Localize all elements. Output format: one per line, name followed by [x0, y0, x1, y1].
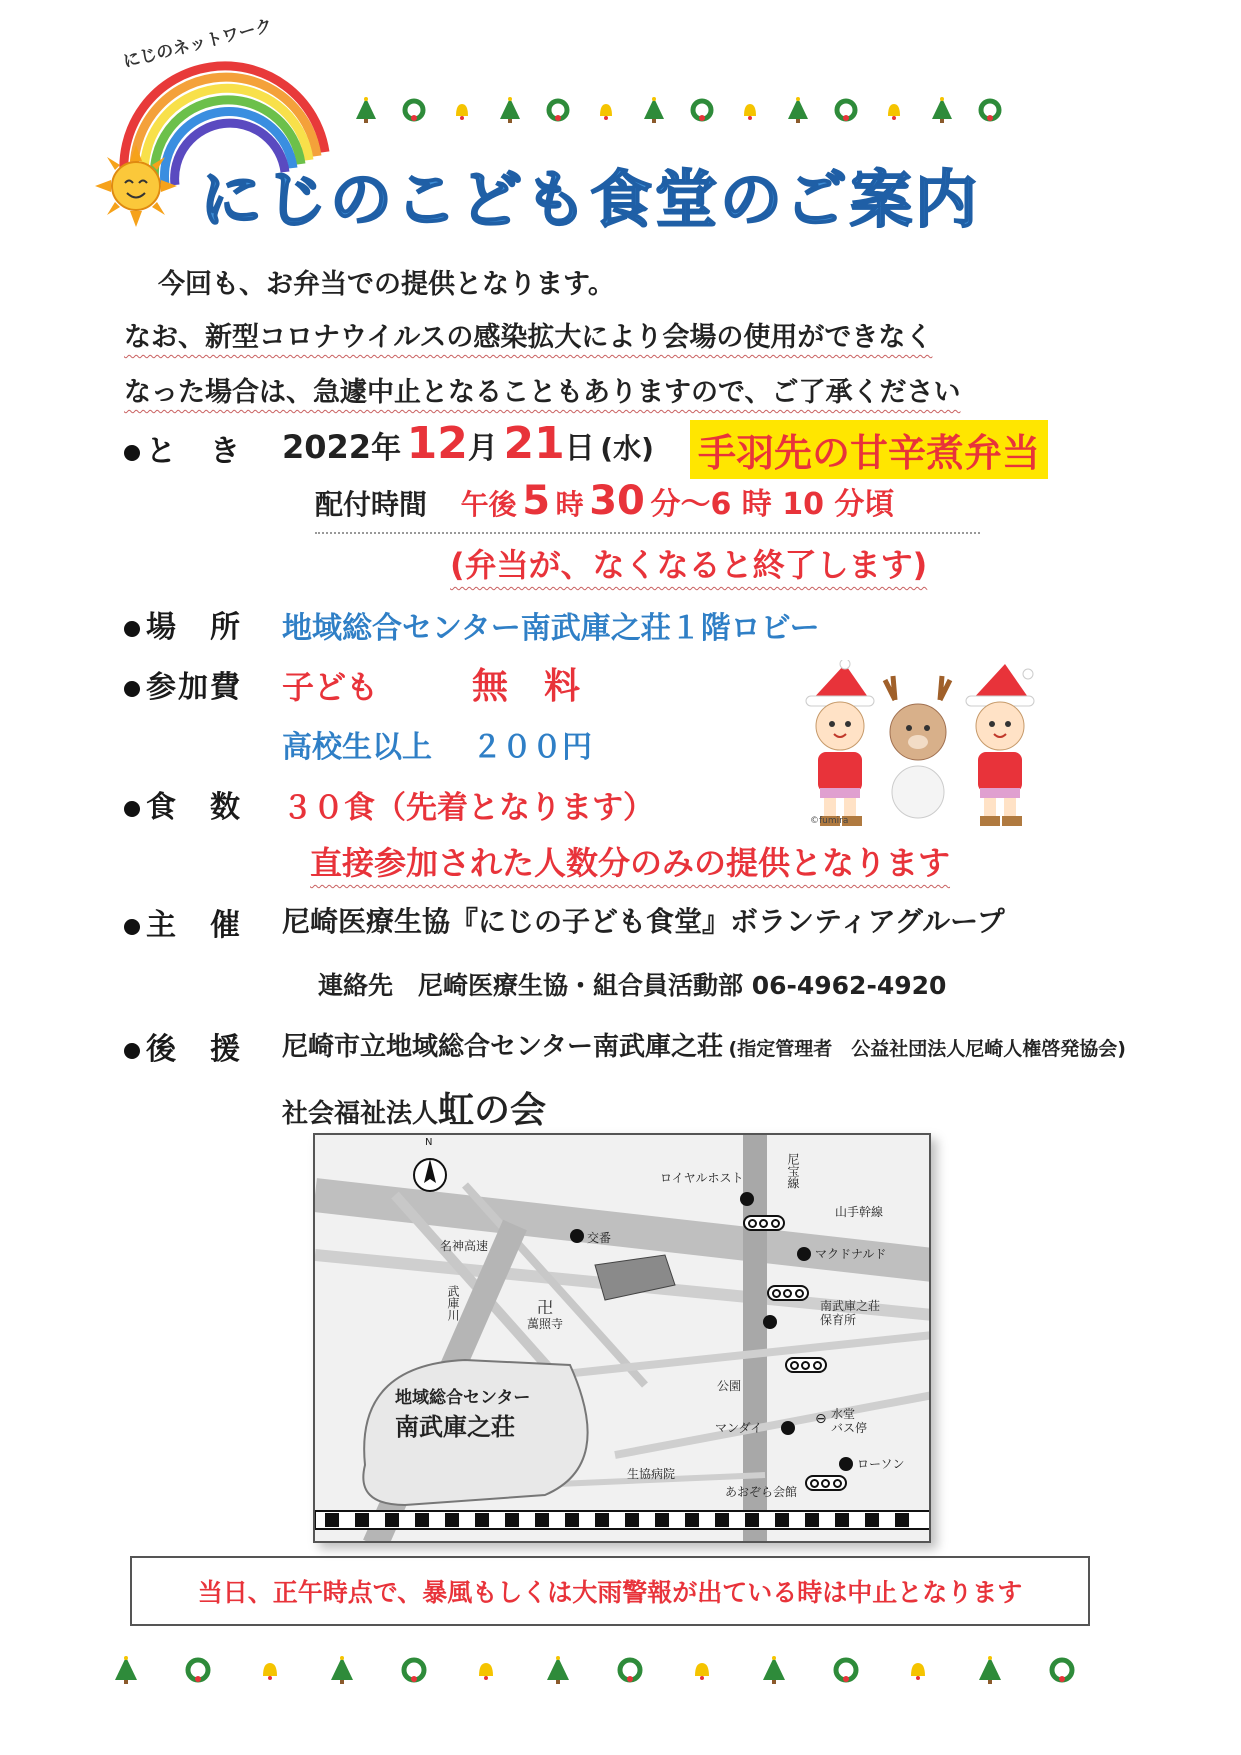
- bullet-icon: [124, 621, 140, 637]
- support-label: 後 援: [146, 1032, 242, 1067]
- lunch-ends-note: (弁当が、なくなると終了します): [450, 546, 928, 584]
- map-koban: 交番: [587, 1231, 612, 1245]
- date-day-unit: 日: [564, 431, 595, 466]
- bell-icon: [904, 1656, 932, 1684]
- date-day: 21: [503, 418, 565, 469]
- christmas-tree-icon: [928, 96, 956, 124]
- date-year-unit: 年: [371, 431, 402, 466]
- map-north-label: N: [425, 1137, 433, 1148]
- date-year: 2022: [282, 428, 372, 466]
- map-bus-stop-icon: ⊖: [815, 1411, 827, 1427]
- map-meishin: 名神高速: [440, 1239, 489, 1253]
- map-marker-mcdonalds: [797, 1247, 811, 1261]
- illustration-credit: ©fumira: [810, 816, 849, 826]
- support-org1: 尼崎市立地域総合センター南武庫之荘: [282, 1032, 723, 1062]
- map-mandai: マンダイ: [715, 1421, 763, 1435]
- map-nursery: 南武庫之荘 保育所: [820, 1299, 881, 1327]
- map-marker-nursery: [763, 1315, 777, 1329]
- bell-icon: [736, 96, 764, 124]
- distribution-divider: [315, 532, 980, 534]
- support-org1-manager: (指定管理者 公益社団法人尼崎人権啓発協会): [728, 1038, 1126, 1060]
- bottom-decoration-row: [112, 1656, 1076, 1684]
- meals-value: ３０食（先着となります）: [282, 790, 654, 826]
- support-value: [282, 1026, 1126, 1063]
- sun-icon: [95, 145, 177, 227]
- bell-icon: [448, 96, 476, 124]
- bullet-icon: [124, 919, 140, 935]
- map-traffic-signal: [743, 1215, 785, 1231]
- bullet-icon: [124, 801, 140, 817]
- map-yamate: 山手幹線: [835, 1205, 884, 1219]
- access-map: [313, 1133, 931, 1543]
- bullet-icon: [124, 445, 140, 461]
- christmas-tree-icon: [784, 96, 812, 124]
- date-month: 12: [406, 418, 468, 469]
- place-value: 地域総合センター南武庫之荘１階ロビー: [282, 611, 820, 646]
- bell-icon: [592, 96, 620, 124]
- wreath-icon: [1048, 1656, 1076, 1684]
- wreath-icon: [688, 96, 716, 124]
- map-center-line2: 南武庫之荘: [395, 1413, 515, 1441]
- bell-icon: [472, 1656, 500, 1684]
- wreath-icon: [832, 1656, 860, 1684]
- wreath-icon: [616, 1656, 644, 1684]
- christmas-tree-icon: [496, 96, 524, 124]
- map-amabo-line: 尼宝線: [786, 1153, 800, 1189]
- map-mukogawa: 武庫川: [446, 1285, 460, 1321]
- distribution-time-row: [315, 478, 894, 524]
- wreath-icon: [832, 96, 860, 124]
- wreath-icon: [976, 96, 1004, 124]
- christmas-tree-icon: [640, 96, 668, 124]
- map-traffic-signal: [785, 1357, 827, 1373]
- host-label: 主 催: [146, 908, 242, 943]
- fee-adult-label: 高校生以上: [282, 730, 432, 765]
- fee-child-label: 子ども: [282, 668, 379, 706]
- map-marker-koban: [570, 1229, 584, 1243]
- christmas-tree-icon: [976, 1656, 1004, 1684]
- meals-note: 直接参加された人数分のみの提供となります: [310, 844, 951, 882]
- host-contact: 連絡先 尼崎医療生協・組合員活動部 06-4962-4920: [318, 971, 947, 1000]
- date-month-unit: 月: [467, 431, 498, 466]
- map-center-line1: 地域総合センター: [395, 1388, 531, 1408]
- distribution-label: 配付時間: [315, 488, 428, 521]
- bell-icon: [880, 96, 908, 124]
- map-manji-icon: 卍: [537, 1298, 554, 1317]
- page-title: にじのこども食堂のご案内: [200, 163, 981, 236]
- place-label: 場 所: [146, 610, 242, 645]
- menu-highlight: 手羽先の甘辛煮弁当: [690, 420, 1048, 479]
- meals-label: 食 数: [146, 790, 242, 825]
- fee-label: 参加費: [146, 670, 242, 705]
- map-park: 公園: [717, 1379, 742, 1393]
- christmas-tree-icon: [112, 1656, 140, 1684]
- bell-icon: [256, 1656, 284, 1684]
- support-org2-prefix: 社会福祉法人: [282, 1099, 439, 1129]
- christmas-tree-icon: [328, 1656, 356, 1684]
- date-row: [282, 418, 654, 469]
- christmas-tree-icon: [760, 1656, 788, 1684]
- host-value: 尼崎医療生協『にじの子ども食堂』ボランティアグループ: [282, 905, 1005, 938]
- fee-child-value: 無 料: [472, 666, 581, 707]
- intro-line-3: なった場合は、急遽中止となることもありますので、ご了承ください: [124, 377, 961, 408]
- distribution-time-e: 分～6 時 10 分頃: [650, 487, 895, 522]
- christmas-tree-icon: [352, 96, 380, 124]
- map-marker-mandai: [781, 1421, 795, 1435]
- map-hospital: 生協病院: [627, 1467, 676, 1481]
- fee-label-row: [124, 662, 242, 706]
- wreath-icon: [400, 96, 428, 124]
- support-label-row: [124, 1024, 242, 1068]
- date-weekday: (水): [600, 432, 654, 465]
- network-label: にじのネットワーク: [121, 15, 275, 73]
- fee-adult-value: ２００円: [472, 730, 592, 765]
- distribution-time-a: 午後: [460, 488, 517, 521]
- distribution-time-d: 30: [589, 478, 645, 524]
- support-org2: [282, 1082, 546, 1133]
- bullet-icon: [124, 681, 140, 697]
- wreath-icon: [544, 96, 572, 124]
- map-temple: 萬照寺: [527, 1317, 564, 1331]
- when-label: と き: [146, 434, 242, 469]
- map-marker-lawson: [839, 1457, 853, 1471]
- map-traffic-signal: [805, 1475, 847, 1491]
- map-marker-royal-host: [740, 1192, 754, 1206]
- support-org2-name: 虹の会: [438, 1089, 547, 1131]
- top-decoration-row: [352, 96, 1004, 124]
- map-bus-stop: 水堂 バス停: [831, 1407, 868, 1435]
- distribution-time-b: 5: [522, 478, 551, 524]
- host-label-row: [124, 900, 242, 944]
- map-traffic-signal: [767, 1285, 809, 1301]
- map-aozora: あおぞら会館: [725, 1485, 798, 1499]
- wreath-icon: [400, 1656, 428, 1684]
- place-label-row: [124, 602, 242, 646]
- bullet-icon: [124, 1043, 140, 1059]
- christmas-kids-illustration: [790, 660, 1060, 830]
- meals-label-row: [124, 782, 242, 826]
- when-label-row: [124, 426, 242, 470]
- map-royal-host: ロイヤルホスト: [660, 1171, 744, 1185]
- distribution-time-c: 時: [555, 488, 584, 521]
- weather-notice: 当日、正午時点で、暴風もしくは大雨警報が出ている時は中止となります: [197, 1578, 1023, 1607]
- weather-notice-box: [130, 1556, 1090, 1626]
- bell-icon: [688, 1656, 716, 1684]
- wreath-icon: [184, 1656, 212, 1684]
- map-mcdonalds: マクドナルド: [815, 1247, 887, 1261]
- map-lawson: ローソン: [857, 1457, 905, 1471]
- intro-line-2: なお、新型コロナウイルスの感染拡大により会場の使用ができなく: [124, 322, 933, 353]
- christmas-tree-icon: [544, 1656, 572, 1684]
- intro-line-1: 今回も、お弁当での提供となります。: [158, 269, 615, 300]
